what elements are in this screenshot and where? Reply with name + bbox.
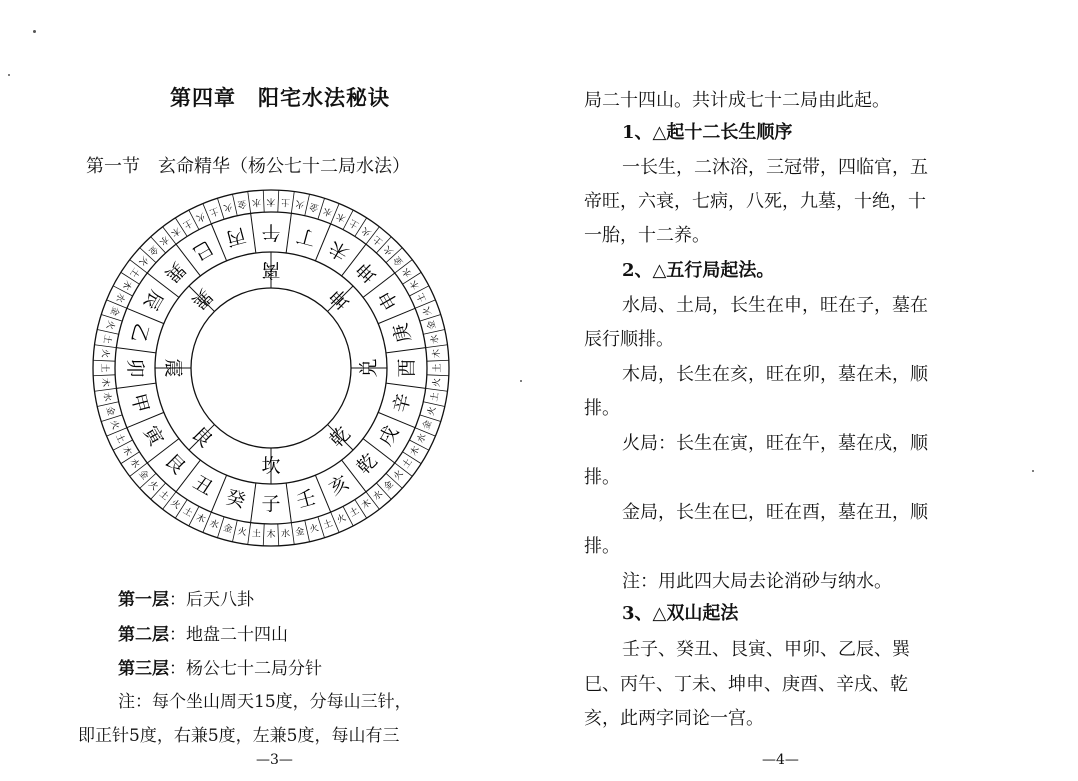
mountain-divider xyxy=(251,483,256,523)
scan-speck xyxy=(33,30,36,33)
trigram-label: 兑 xyxy=(358,358,380,378)
needle-divider xyxy=(305,194,310,215)
text-line: 一胎，十二养。 xyxy=(584,225,710,246)
text-line: 辰行顺排。 xyxy=(584,329,674,350)
text-line: 壬子、癸丑、艮寅、甲卯、乙辰、巽 xyxy=(622,639,910,660)
scan-speck xyxy=(8,74,10,76)
layer-text: ：杨公七十二局分针 xyxy=(169,659,322,679)
needle-label: 水 xyxy=(127,457,141,471)
trigram-label: 震 xyxy=(162,358,184,378)
needle-divider xyxy=(426,388,448,391)
text-line: 亥，此两字同论一宫。 xyxy=(584,708,764,729)
needle-label: 水 xyxy=(429,333,442,345)
needle-label: 土 xyxy=(348,506,361,520)
mountain-divider xyxy=(251,213,256,253)
needle-label: 金 xyxy=(136,468,150,483)
needle-divider xyxy=(305,520,310,541)
needle-label: 土 xyxy=(401,457,415,471)
mountain-label: 巳 xyxy=(189,235,217,265)
heading-line: 2、△五行局起法。 xyxy=(622,260,775,281)
needle-label: 金 xyxy=(107,304,121,317)
text-line: 巳、丙午、丁未、坤申、庚酉、辛戌、乾 xyxy=(584,674,908,695)
trigram-label: 乾 xyxy=(325,422,355,452)
trigram-label: 离 xyxy=(261,259,281,281)
mountain-label: 壬 xyxy=(294,486,319,513)
needle-label: 土 xyxy=(99,363,109,373)
needle-label: 土 xyxy=(207,204,220,218)
needle-label: 金 xyxy=(146,243,160,257)
needle-label: 火 xyxy=(194,210,207,224)
layer-label: 第二层 xyxy=(118,625,169,645)
needle-label: 水 xyxy=(280,528,291,540)
text-line: 帝旺，六衰，七病，八死，九墓，十绝，十 xyxy=(584,191,926,212)
needle-label: 木 xyxy=(335,210,348,224)
needle-label: 金 xyxy=(294,526,306,539)
needle-label: 火 xyxy=(421,304,435,317)
needle-divider xyxy=(278,524,279,546)
needle-label: 金 xyxy=(222,523,234,536)
mountain-label: 辛 xyxy=(389,391,416,416)
needle-label: 金 xyxy=(382,479,396,493)
needle-label: 土 xyxy=(181,506,194,520)
needle-label: 火 xyxy=(136,253,150,268)
needle-label: 木 xyxy=(266,196,276,206)
mountain-label: 丑 xyxy=(189,471,217,501)
layer-label: 第三层 xyxy=(118,659,169,679)
needle-label: 水 xyxy=(207,518,220,532)
text-line: 局二十四山。共计成七十二局由此起。 xyxy=(584,90,890,111)
needle-label: 火 xyxy=(103,319,116,331)
scan-speck xyxy=(1032,470,1034,472)
needle-divider xyxy=(248,523,251,545)
trigram-label: 巽 xyxy=(187,284,217,314)
needle-label: 水 xyxy=(156,233,171,247)
needle-divider xyxy=(426,345,448,348)
needle-label: 木 xyxy=(266,530,276,540)
needle-divider xyxy=(427,375,449,376)
needle-label: 金 xyxy=(308,200,320,213)
needle-label: 木 xyxy=(119,278,133,291)
needle-divider xyxy=(97,402,118,407)
mountain-label: 亥 xyxy=(325,471,353,501)
mountain-label: 申 xyxy=(374,286,404,314)
needle-label: 土 xyxy=(156,489,171,503)
compass-diagram xyxy=(86,188,456,553)
needle-label: 土 xyxy=(429,391,442,403)
mountain-divider xyxy=(116,348,156,353)
mountain-label: 乾 xyxy=(352,449,382,479)
mountain-divider xyxy=(386,383,426,388)
needle-label: 火 xyxy=(335,512,348,526)
mountain-label: 子 xyxy=(261,493,281,515)
chapter-title: 第四章 阳宅水法秘诀 xyxy=(170,85,390,110)
page-number-left: —3— xyxy=(256,752,293,768)
needle-divider xyxy=(278,190,279,212)
needle-divider xyxy=(248,192,251,214)
layer-label: 第一层 xyxy=(118,590,169,610)
right-page xyxy=(540,0,1078,781)
needle-divider xyxy=(93,375,115,376)
layer-text: ：地盘二十四山 xyxy=(169,625,288,645)
mountain-label: 坤 xyxy=(352,257,382,287)
needle-label: 火 xyxy=(426,405,439,417)
text-line: 排。 xyxy=(584,536,620,557)
needle-label: 土 xyxy=(127,265,141,279)
mountain-label: 卯 xyxy=(124,358,146,378)
needle-divider xyxy=(423,402,444,407)
mountain-label: 戌 xyxy=(374,422,404,450)
needle-divider xyxy=(93,360,115,361)
needle-label: 土 xyxy=(113,432,127,445)
needle-label: 火 xyxy=(99,348,111,359)
needle-label: 金 xyxy=(392,253,406,268)
needle-divider xyxy=(263,190,264,212)
mountain-label: 庚 xyxy=(389,320,416,345)
needle-label: 土 xyxy=(348,216,361,230)
needle-label: 木 xyxy=(360,498,374,512)
needle-label: 金 xyxy=(426,319,439,331)
needle-label: 水 xyxy=(415,432,429,445)
needle-divider xyxy=(95,388,117,391)
needle-label: 金 xyxy=(103,405,116,417)
mountain-label: 午 xyxy=(261,221,281,243)
needle-label: 土 xyxy=(433,363,443,373)
needle-label: 火 xyxy=(168,498,182,512)
layer-text: ：后天八卦 xyxy=(169,590,254,610)
mountain-label: 丁 xyxy=(294,223,319,250)
needle-label: 木 xyxy=(168,224,182,238)
scan-speck xyxy=(520,380,522,382)
needle-label: 木 xyxy=(431,348,443,359)
needle-divider xyxy=(263,524,264,546)
needle-label: 土 xyxy=(371,233,386,247)
mountain-label: 丙 xyxy=(223,223,248,250)
needle-label: 火 xyxy=(360,224,374,238)
mountain-label: 艮 xyxy=(160,449,190,479)
needle-label: 木 xyxy=(409,278,423,291)
mountain-label: 寅 xyxy=(138,422,168,450)
needle-divider xyxy=(232,194,237,215)
needle-label: 火 xyxy=(382,243,396,257)
needle-label: 木 xyxy=(409,445,423,458)
text-line: 火局：长生在寅，旺在午，墓在戌，顺 xyxy=(622,433,928,454)
needle-label: 金 xyxy=(421,419,435,432)
needle-divider xyxy=(291,523,294,545)
needle-label: 木 xyxy=(194,512,207,526)
trigram-label: 艮 xyxy=(187,422,217,452)
needle-label: 金 xyxy=(236,197,248,210)
text-line: 水局、土局，长生在申，旺在子，墓在 xyxy=(622,295,928,316)
text-line: 注：用此四大局去论消砂与纳水。 xyxy=(622,571,892,592)
needle-label: 水 xyxy=(322,204,335,218)
text-line: 金局，长生在巳，旺在酉，墓在丑，顺 xyxy=(622,502,928,523)
text-line: 一长生，二沐浴，三冠带，四临官，五 xyxy=(622,157,928,178)
needle-label: 土 xyxy=(100,333,113,345)
needle-label: 水 xyxy=(251,196,262,208)
mountain-divider xyxy=(286,483,291,523)
needle-divider xyxy=(95,345,117,348)
compass-ring xyxy=(191,288,351,448)
needle-label: 水 xyxy=(100,391,113,403)
needle-label: 火 xyxy=(431,377,443,388)
mountain-label: 辰 xyxy=(138,286,168,314)
trigram-label: 坎 xyxy=(261,455,281,477)
mountain-label: 乙 xyxy=(126,320,153,345)
needle-label: 水 xyxy=(401,265,415,279)
layer-line-2 xyxy=(118,620,288,645)
needle-label: 火 xyxy=(294,197,306,210)
needle-divider xyxy=(97,329,118,334)
heading-line: 3、△双山起法 xyxy=(622,603,739,624)
note-line-2: 即正针5度，右兼5度，左兼5度，每山有三 xyxy=(78,726,400,746)
mountain-label: 巽 xyxy=(160,257,190,287)
heading-line: 1、△起十二长生顺序 xyxy=(622,122,793,143)
mountain-divider xyxy=(116,383,156,388)
needle-divider xyxy=(423,329,444,334)
needle-label: 火 xyxy=(236,526,248,539)
needle-divider xyxy=(232,520,237,541)
page-number-right: —4— xyxy=(762,752,799,768)
mountain-label: 酉 xyxy=(396,358,418,378)
needle-label: 火 xyxy=(308,523,320,536)
mountain-divider xyxy=(386,348,426,353)
section-title: 第一节 玄命精华（杨公七十二局水法） xyxy=(86,156,410,177)
text-line: 排。 xyxy=(584,398,620,419)
mountain-divider xyxy=(286,213,291,253)
mountain-label: 未 xyxy=(325,235,353,265)
needle-label: 火 xyxy=(107,419,121,432)
mountain-label: 甲 xyxy=(126,391,153,416)
layer-line-3 xyxy=(118,654,322,679)
text-line: 排。 xyxy=(584,467,620,488)
needle-label: 木 xyxy=(99,377,111,388)
text-line: 木局，长生在亥，旺在卯，墓在未，顺 xyxy=(622,364,928,385)
needle-label: 火 xyxy=(392,468,406,483)
needle-label: 土 xyxy=(280,196,291,208)
layer-line-1 xyxy=(118,585,254,610)
needle-label: 水 xyxy=(113,291,127,304)
mountain-label: 癸 xyxy=(223,486,248,513)
trigram-label: 坤 xyxy=(325,284,355,314)
needle-label: 火 xyxy=(222,200,234,213)
needle-label: 土 xyxy=(181,216,194,230)
needle-label: 火 xyxy=(146,479,160,493)
needle-divider xyxy=(291,192,294,214)
needle-label: 土 xyxy=(251,528,262,540)
needle-label: 木 xyxy=(119,445,133,458)
needle-label: 土 xyxy=(322,518,335,532)
needle-label: 土 xyxy=(415,291,429,304)
note-line-1: 注：每个坐山周天15度，分每山三针， xyxy=(118,692,412,712)
needle-divider xyxy=(427,360,449,361)
needle-label: 水 xyxy=(371,489,386,503)
